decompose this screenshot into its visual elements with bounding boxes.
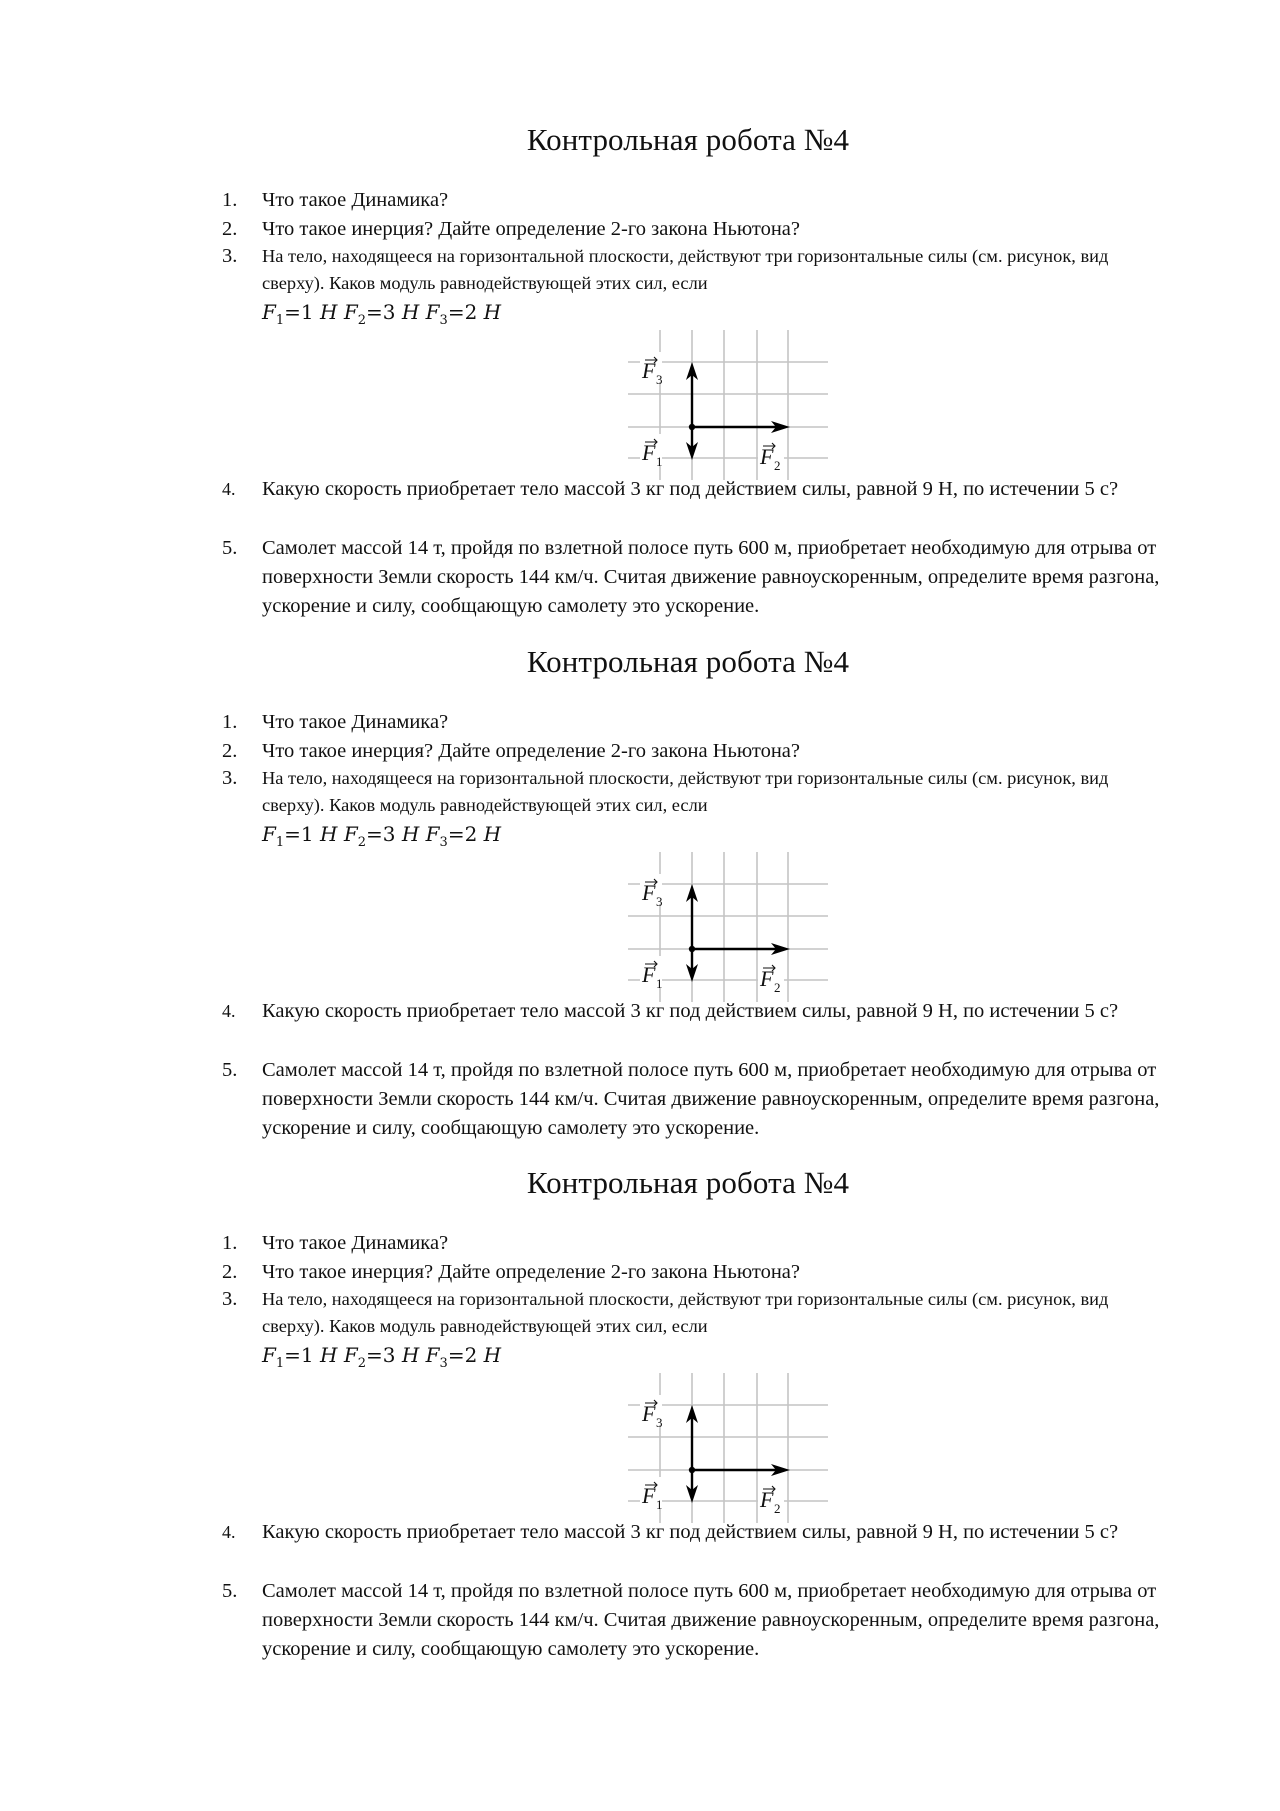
f1-value: =1: [284, 1343, 314, 1367]
section-title: Контрольная робота №4: [526, 1165, 850, 1200]
f3-symbol: F: [425, 1343, 440, 1367]
f1-subscript: 1: [275, 313, 285, 328]
f3-unit: H: [483, 822, 502, 846]
f3-symbol: F: [425, 300, 440, 324]
f1-label-sub: 1: [656, 1497, 663, 1512]
test-section-1: [0, 0, 1280, 617]
question-number: 2.: [222, 740, 238, 762]
f1-symbol: F: [262, 1343, 276, 1367]
section-title: Контрольная робота №4: [526, 644, 850, 679]
question-number: 2.: [222, 218, 238, 240]
test-section-2: [0, 522, 1280, 1139]
question-number: 1.: [222, 189, 238, 211]
f1-symbol: F: [262, 300, 276, 324]
f3-label-sub: 3: [656, 894, 663, 909]
f2-subscript: 2: [357, 835, 366, 850]
question-number: 2.: [222, 1261, 238, 1283]
force-vectors-diagram: [628, 1373, 828, 1523]
f1-value: =1: [284, 300, 314, 324]
f2-symbol: F: [343, 300, 358, 324]
question-text: На тело, находящееся на горизонтальной плоскости, действуют три горизонтальные силы (см. рисунок, вид сверху). Каков модуль равнодействующей этих сил, если: [262, 768, 1109, 815]
question-number: 3.: [222, 245, 238, 267]
question-text: Самолет массой 14 т, пройдя по взлетной полосе путь 600 м, приобретает необходимую для отрыва от поверхности Земли скорость 144 км/ч. Считая движение равноускоренным, определите время разгона, ускорение и силу, сообщающую самолету это ускорение.: [262, 1059, 1160, 1139]
f3-symbol: F: [425, 822, 440, 846]
f1-label-sub: 1: [656, 976, 663, 991]
f2-value: =3: [366, 1343, 396, 1367]
f1-unit: H: [320, 300, 338, 324]
f3-value: =2: [447, 1343, 478, 1367]
force-values-formula: [262, 1341, 501, 1378]
origin-point: [689, 424, 695, 430]
f1-subscript: 1: [275, 835, 285, 850]
f2-label-sub: 2: [774, 1501, 781, 1516]
question-text: На тело, находящееся на горизонтальной плоскости, действуют три горизонтальные силы (см. рисунок, вид сверху). Каков модуль равнодействующей этих сил, если: [262, 246, 1109, 293]
question-number: 4.: [222, 479, 236, 499]
question-text: Какую скорость приобретает тело массой 3 кг под действием силы, равной 9 Н, по истечении 5 с?: [262, 478, 1119, 500]
question-number: 4.: [222, 1522, 236, 1542]
question-text: На тело, находящееся на горизонтальной плоскости, действуют три горизонтальные силы (см. рисунок, вид сверху). Каков модуль равнодействующей этих сил, если: [262, 1289, 1109, 1336]
f3-subscript: 3: [439, 835, 448, 850]
f1-unit: H: [320, 1343, 338, 1367]
f2-unit: H: [401, 1343, 420, 1367]
f2-symbol: F: [343, 822, 358, 846]
f1-unit: H: [320, 822, 338, 846]
origin-point: [689, 946, 695, 952]
question-text: Что такое Динамика?: [262, 189, 449, 211]
f3-subscript: 3: [439, 313, 448, 328]
question-number: 1.: [222, 711, 238, 733]
f2-label: F: [760, 1487, 774, 1512]
f1-subscript: 1: [275, 1356, 285, 1371]
f2-subscript: 2: [357, 313, 366, 328]
origin-point: [689, 1467, 695, 1473]
question-text: Какую скорость приобретает тело массой 3 кг под действием силы, равной 9 Н, по истечении 5 с?: [262, 1000, 1119, 1022]
force-values-formula: [262, 820, 501, 857]
f3-label: F: [642, 358, 656, 383]
f3-unit: H: [483, 1343, 502, 1367]
force-vectors-diagram: [628, 330, 828, 480]
f2-subscript: 2: [357, 1356, 366, 1371]
f1-symbol: F: [262, 822, 276, 846]
question-number: 4.: [222, 1001, 236, 1021]
f1-label: F: [642, 1483, 656, 1508]
f2-symbol: F: [343, 1343, 358, 1367]
f3-subscript: 3: [439, 1356, 448, 1371]
f2-label-sub: 2: [774, 458, 781, 473]
f3-value: =2: [447, 822, 478, 846]
f2-value: =3: [366, 822, 396, 846]
f1-label: F: [642, 440, 656, 465]
force-vectors-diagram: [628, 852, 828, 1002]
question-text: Что такое инерция? Дайте определение 2-го закона Ньютона?: [262, 1261, 800, 1283]
question-text: Что такое инерция? Дайте определение 2-го закона Ньютона?: [262, 740, 800, 762]
question-number: 5.: [222, 1580, 238, 1602]
f2-label-sub: 2: [774, 980, 781, 995]
f1-label-sub: 1: [656, 454, 663, 469]
question-text: Что такое инерция? Дайте определение 2-го закона Ньютона?: [262, 218, 800, 240]
question-text: Самолет массой 14 т, пройдя по взлетной полосе путь 600 м, приобретает необходимую для отрыва от поверхности Земли скорость 144 км/ч. Считая движение равноускоренным, определите время разгона, ускорение и силу, сообщающую самолету это ускорение.: [262, 537, 1160, 617]
f1-value: =1: [284, 822, 314, 846]
question-number: 5.: [222, 537, 238, 559]
question-text: Самолет массой 14 т, пройдя по взлетной полосе путь 600 м, приобретает необходимую для отрыва от поверхности Земли скорость 144 км/ч. Считая движение равноускоренным, определите время разгона, ускорение и силу, сообщающую самолету это ускорение.: [262, 1580, 1160, 1660]
f2-unit: H: [401, 300, 420, 324]
f3-value: =2: [447, 300, 478, 324]
question-text: Какую скорость приобретает тело массой 3 кг под действием силы, равной 9 Н, по истечении 5 с?: [262, 1521, 1119, 1543]
f2-label: F: [760, 444, 774, 469]
question-number: 1.: [222, 1232, 238, 1254]
f1-label: F: [642, 962, 656, 987]
f3-label-sub: 3: [656, 1415, 663, 1430]
f3-label: F: [642, 1401, 656, 1426]
test-section-3: [0, 1043, 1280, 1660]
force-values-formula: [262, 298, 501, 335]
f2-value: =3: [366, 300, 396, 324]
f3-label-sub: 3: [656, 372, 663, 387]
question-number: 3.: [222, 767, 238, 789]
f3-label: F: [642, 880, 656, 905]
question-number: 3.: [222, 1288, 238, 1310]
question-text: Что такое Динамика?: [262, 711, 449, 733]
f2-label: F: [760, 966, 774, 991]
f3-unit: H: [483, 300, 502, 324]
section-title: Контрольная робота №4: [526, 122, 850, 157]
question-number: 5.: [222, 1059, 238, 1081]
f2-unit: H: [401, 822, 420, 846]
question-text: Что такое Динамика?: [262, 1232, 449, 1254]
